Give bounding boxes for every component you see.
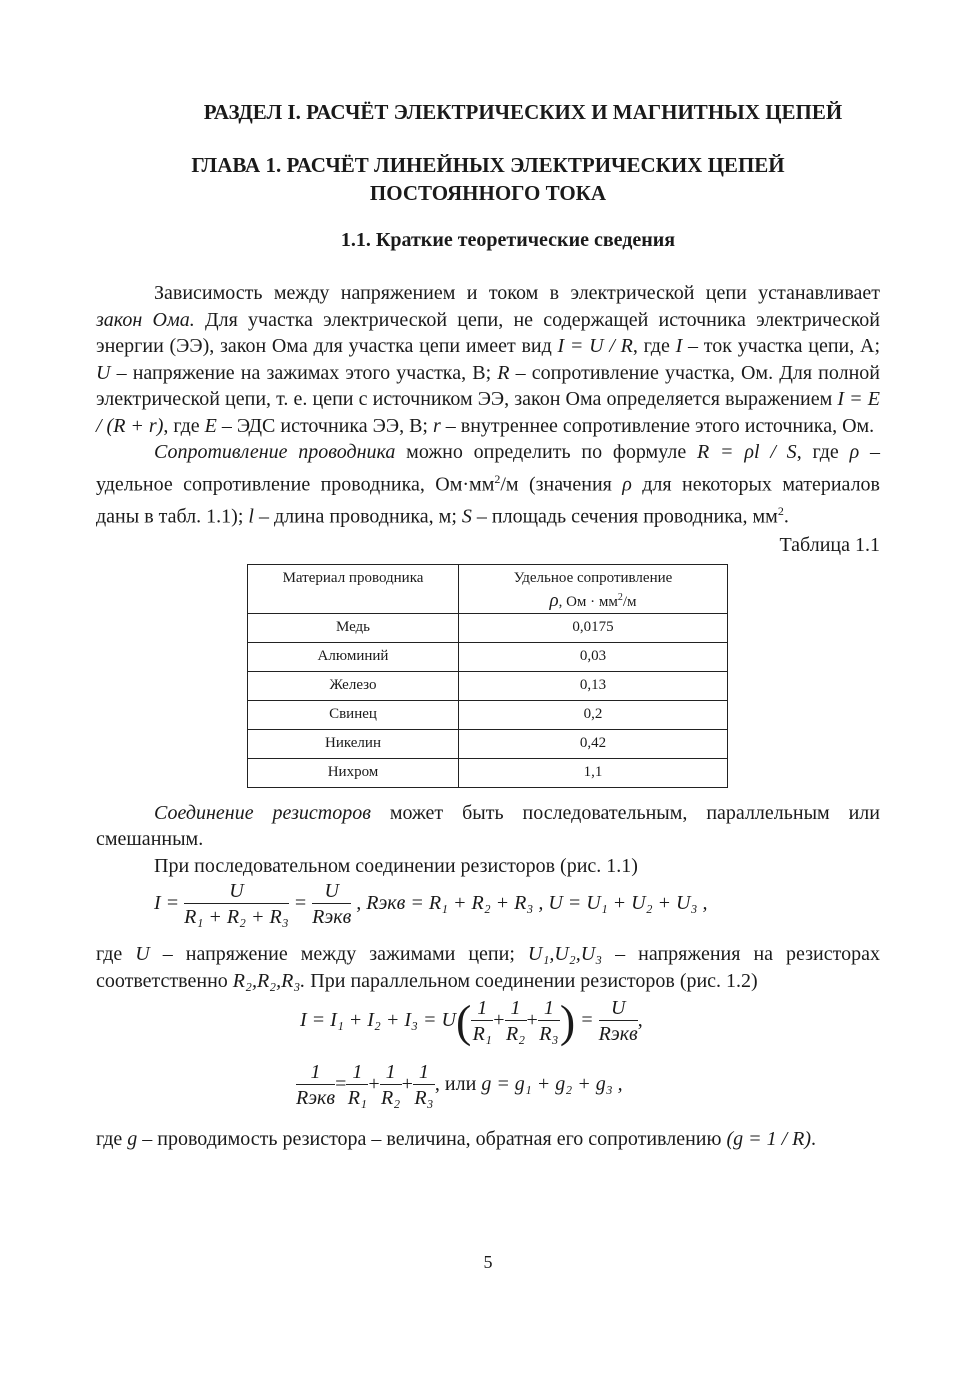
formula-ohm-section: I = U / R [557, 335, 633, 357]
paragraph-resistance: Сопротивление проводника можно определить по формуле R = ρl / S, где ρ – удельное сопротивление проводника, $Ом\cdot мм^2/м$ (значения ρ для некоторых материалов даны в табл. 1.1); l – длина проводника, м; S – площадь сечения проводника, $мм^2$. [96, 441, 880, 528]
formula-conductance: (g = 1 / R) [726, 1128, 812, 1151]
table-header-row [248, 564, 728, 613]
section-title: РАЗДЕЛ I. РАСЧЁТ ЭЛЕКТРИЧЕСКИХ И МАГНИТНЫХ ЦЕПЕЙ [203, 100, 843, 124]
paragraph-ohms-law: Зависимость между напряжением и током в электрической цепи устанавливает закон Ома. Для участка электрической цепи, не содержащей источника электрической энергии (ЭЭ), закон Ома для участка цепи имеет вид I = U / R, где I – ток участка цепи, А; U – напряжение на зажимах этого участка, В; R – сопротивление участка, Ом. Для полной электрической цепи, т. е. цепи с источником ЭЭ, закон Ома определяется выражением I = E / (R + r), где E – ЭДС источника ЭЭ, В; r – внутреннее сопротивление этого источника, Ом. [96, 282, 881, 437]
cell-value: 1,1 [459, 758, 728, 787]
table-caption: Таблица 1.1 [779, 533, 880, 556]
cell-material: Никелин [248, 729, 459, 758]
cell-material: Нихром [248, 758, 459, 787]
formula-resistance: R = ρl / S [697, 441, 797, 463]
equation-parallel-current: I = I₁ + I₂ + I₃ = U( $\frac{1}{\text{R₁}}$ + $\frac{1}{\text{R₂}}$ + $\frac{1}{\text{R₃}}$ ) = $\frac{U}{\text{Rэкв}}$ , [300, 995, 643, 1047]
cell-value: 0,2 [459, 700, 728, 729]
chapter-title-line2: ПОСТОЯННОГО ТОКА [369, 181, 607, 205]
paragraph-conductance: где g – проводимость резистора – величина, обратная его сопротивлению (g = 1 / R). [96, 1128, 817, 1151]
cell-material: Железо [248, 671, 459, 700]
fraction-series-1: $\frac{U}{\text{R₁ + R₂ + R₃}}$ [184, 880, 289, 929]
cell-material: Алюминий [248, 642, 459, 671]
fraction-series-2: $\frac{U}{\text{Rэкв}}$ [312, 880, 352, 929]
paragraph-connections: Соединение резисторов может быть последовательным, параллельным или смешанным. [96, 801, 880, 851]
table-row [248, 729, 728, 758]
table-header-material: Материал проводника [248, 564, 459, 613]
table-row [248, 613, 728, 642]
chapter-title [96, 151, 880, 207]
cell-value: 0,13 [459, 671, 728, 700]
page-number: 5 [483, 1252, 493, 1272]
cell-material: Медь [248, 613, 459, 642]
equation-series: I = $\frac{U}{\text{R₁ + R₂ + R₃}}$ = $\frac{U}{\text{Rэкв}}$ , Rэкв = R₁ + R₂ + R₃ , U = U₁ + U₂ + U₃ , [154, 880, 708, 929]
resistivity-table [247, 564, 728, 788]
document-page [96, 96, 880, 1153]
table-row [248, 642, 728, 671]
formula-ohm-full: I = E / (R + r) [96, 388, 881, 437]
cell-value: 0,0175 [459, 613, 728, 642]
cell-value: 0,42 [459, 729, 728, 758]
chapter-title-line1: ГЛАВА 1. РАСЧЁТ ЛИНЕЙНЫХ ЭЛЕКТРИЧЕСКИХ ЦЕПЕЙ [191, 153, 785, 177]
equation-parallel-resistance: $\frac{1}{\text{Rэкв}}$ = $\frac{1}{\text{R₁}}$ + $\frac{1}{\text{R₂}}$ + $\frac{1}{\text{R₃}}$ , или g = g₁ + g₂ + g₃ , [296, 1061, 623, 1110]
paragraph-series: При последовательном соединении резисторов (рис. 1.1) [154, 854, 638, 877]
table-row [248, 758, 728, 787]
cell-value: 0,03 [459, 642, 728, 671]
table-header-resistivity: Удельное сопротивление ρ, Ом · $мм^2/м$ [459, 564, 728, 613]
cell-material: Свинец [248, 700, 459, 729]
paragraph-parallel: где U – напряжение между зажимами цепи; U₁,U₂,U₃ – напряжения на резисторах соответственно R₂,R₂,R₃. При параллельном соединении резисторов (рис. 1.2) [96, 943, 880, 992]
table-row [248, 700, 728, 729]
subsection-title: 1.1. Краткие теоретические сведения [340, 229, 676, 251]
table-row [248, 671, 728, 700]
